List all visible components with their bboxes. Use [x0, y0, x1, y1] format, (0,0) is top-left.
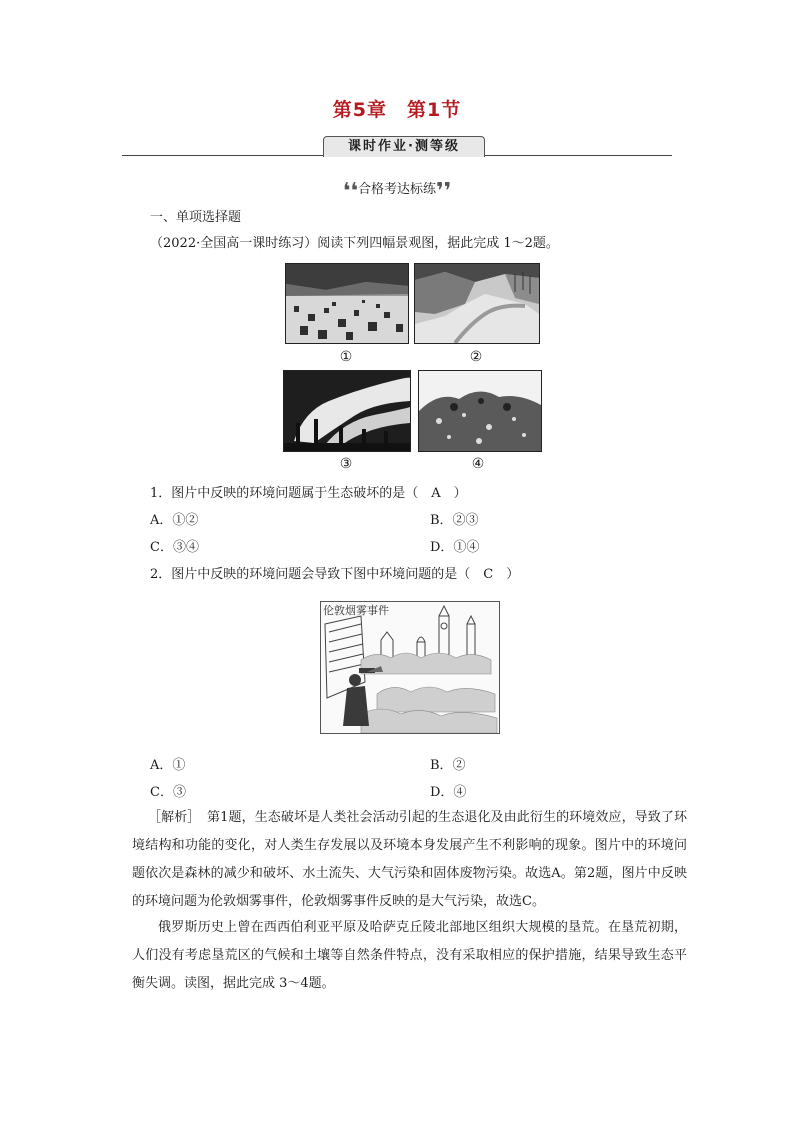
- q2-option-d: D．④: [430, 785, 467, 800]
- intro-text: （2022·全国高一课时练习）阅读下列四幅景观图，据此完成 1～2题。: [150, 236, 559, 251]
- q2-stem: 2．图片中反映的环境问题会导致下图中环境问题的是（ C ）: [150, 567, 520, 582]
- london-fog-illustration: [320, 601, 500, 734]
- q2-option-b: B．②: [430, 758, 466, 773]
- q1-option-a: A．①②: [150, 513, 199, 528]
- illustration-caption: 伦敦烟雾事件: [323, 604, 389, 617]
- photo-deforestation: [285, 263, 409, 344]
- photo-air-pollution: [283, 370, 411, 452]
- section-banner: 课时作业·测等级: [323, 136, 485, 157]
- photo-label-2: ②: [469, 349, 483, 365]
- quote-close-icon: ❜❜: [436, 179, 452, 204]
- photo-solid-waste: [418, 370, 542, 452]
- part-heading: 一、单项选择题: [150, 210, 242, 225]
- q2-option-a: A．①: [150, 758, 186, 773]
- photo-label-3: ③: [339, 456, 353, 472]
- photo-label-4: ④: [471, 456, 485, 472]
- passage-paragraph: 俄罗斯历史上曾在西西伯利亚平原及哈萨克丘陵北部地区组织大规模的垦荒。在垦荒初期，人们没有考虑垦荒区的气候和土壤等自然条件特点，没有采取相应的保护措施，结果导致生态平衡失调。读图，据此完成 3～4题。: [132, 920, 687, 991]
- photo-label-1: ①: [339, 349, 353, 365]
- analysis-paragraph: ［解析］ 第1题，生态破坏是人类社会活动引起的生态退化及由此衍生的环境效应，导致了环境结构和功能的变化，对人类生存发展以及环境本身发展产生不利影响的现象。图片中的环境问题依次是森林的减少和破坏、水土流失、大气污染和固体废物污染。故选A。第2题，图片中反映的环境问题为伦敦烟雾事件，伦敦烟雾事件反映的是大气污染，故选C。: [132, 810, 687, 909]
- q1-option-c: C．③④: [150, 540, 199, 555]
- quote-open-icon: ❛❛: [342, 179, 358, 204]
- q2-option-c: C．③: [150, 785, 186, 800]
- q1-option-d: D．①④: [430, 540, 480, 555]
- q1-stem: 1．图片中反映的环境问题属于生态破坏的是（ A ）: [150, 486, 467, 501]
- section-label: 合格考达标练: [357, 182, 436, 197]
- q1-option-b: B．②③: [430, 513, 479, 528]
- photo-soil-erosion: [414, 263, 540, 344]
- section-heading: [0, 178, 794, 204]
- page-title: 第5章 第1节: [332, 99, 462, 121]
